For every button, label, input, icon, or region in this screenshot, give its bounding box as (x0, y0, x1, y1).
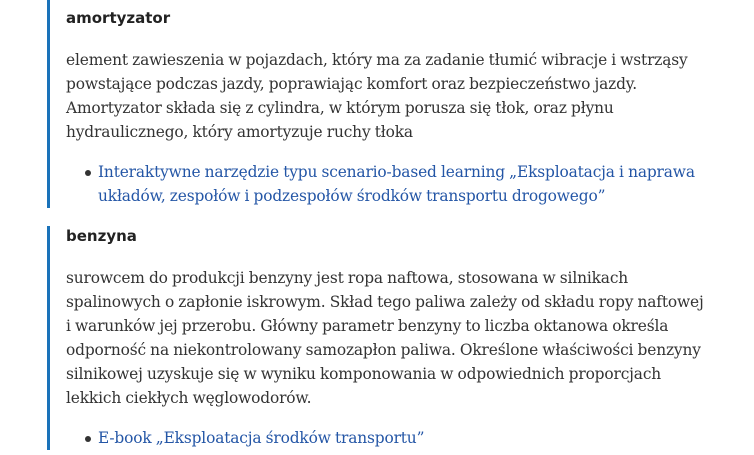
glossary-entry-benzyna (47, 226, 707, 450)
related-link-item (98, 426, 707, 450)
glossary-entry-amortyzator (47, 0, 707, 208)
related-link-item (98, 160, 707, 208)
glossary-list (47, 0, 707, 450)
related-link-scenario-tool[interactable]: Interaktywne narzędzie typu scenario-based learning „Eksploatacja i naprawa układów, zespołów i podzespołów środków transportu drogowego” (98, 163, 695, 205)
glossary-definition: element zawieszenia w pojazdach, który ma za zadanie tłumić wibracje i wstrząsy powstające podczas jazdy, poprawiając komfort oraz bezpieczeństwo jazdy. Amortyzator składa się z cylindra, w którym porusza się tłok, oraz płynu hydraulicznego, który amortyzuje ruchy tłoka (66, 51, 688, 141)
glossary-term: benzyna (66, 227, 137, 245)
related-links-list (66, 426, 707, 450)
glossary-term: amortyzator (66, 9, 171, 27)
glossary-definition: surowcem do produkcji benzyny jest ropa naftowa, stosowana w silnikach spalinowych o zapłonie iskrowym. Skład tego paliwa zależy od składu ropy naftowej i warunków jej przerobu. Główny parametr benzyny to liczba oktanowa określa odporność na niekontrolowany samozapłon paliwa. Określone właściwości benzyny silnikowej uzyskuje się w wyniku komponowania w odpowiednich proporcjach lekkich ciekłych węglowodorów. (66, 269, 704, 407)
related-link-ebook[interactable]: E-book „Eksploatacja środków transportu” (98, 429, 425, 447)
related-links-list (66, 160, 707, 208)
